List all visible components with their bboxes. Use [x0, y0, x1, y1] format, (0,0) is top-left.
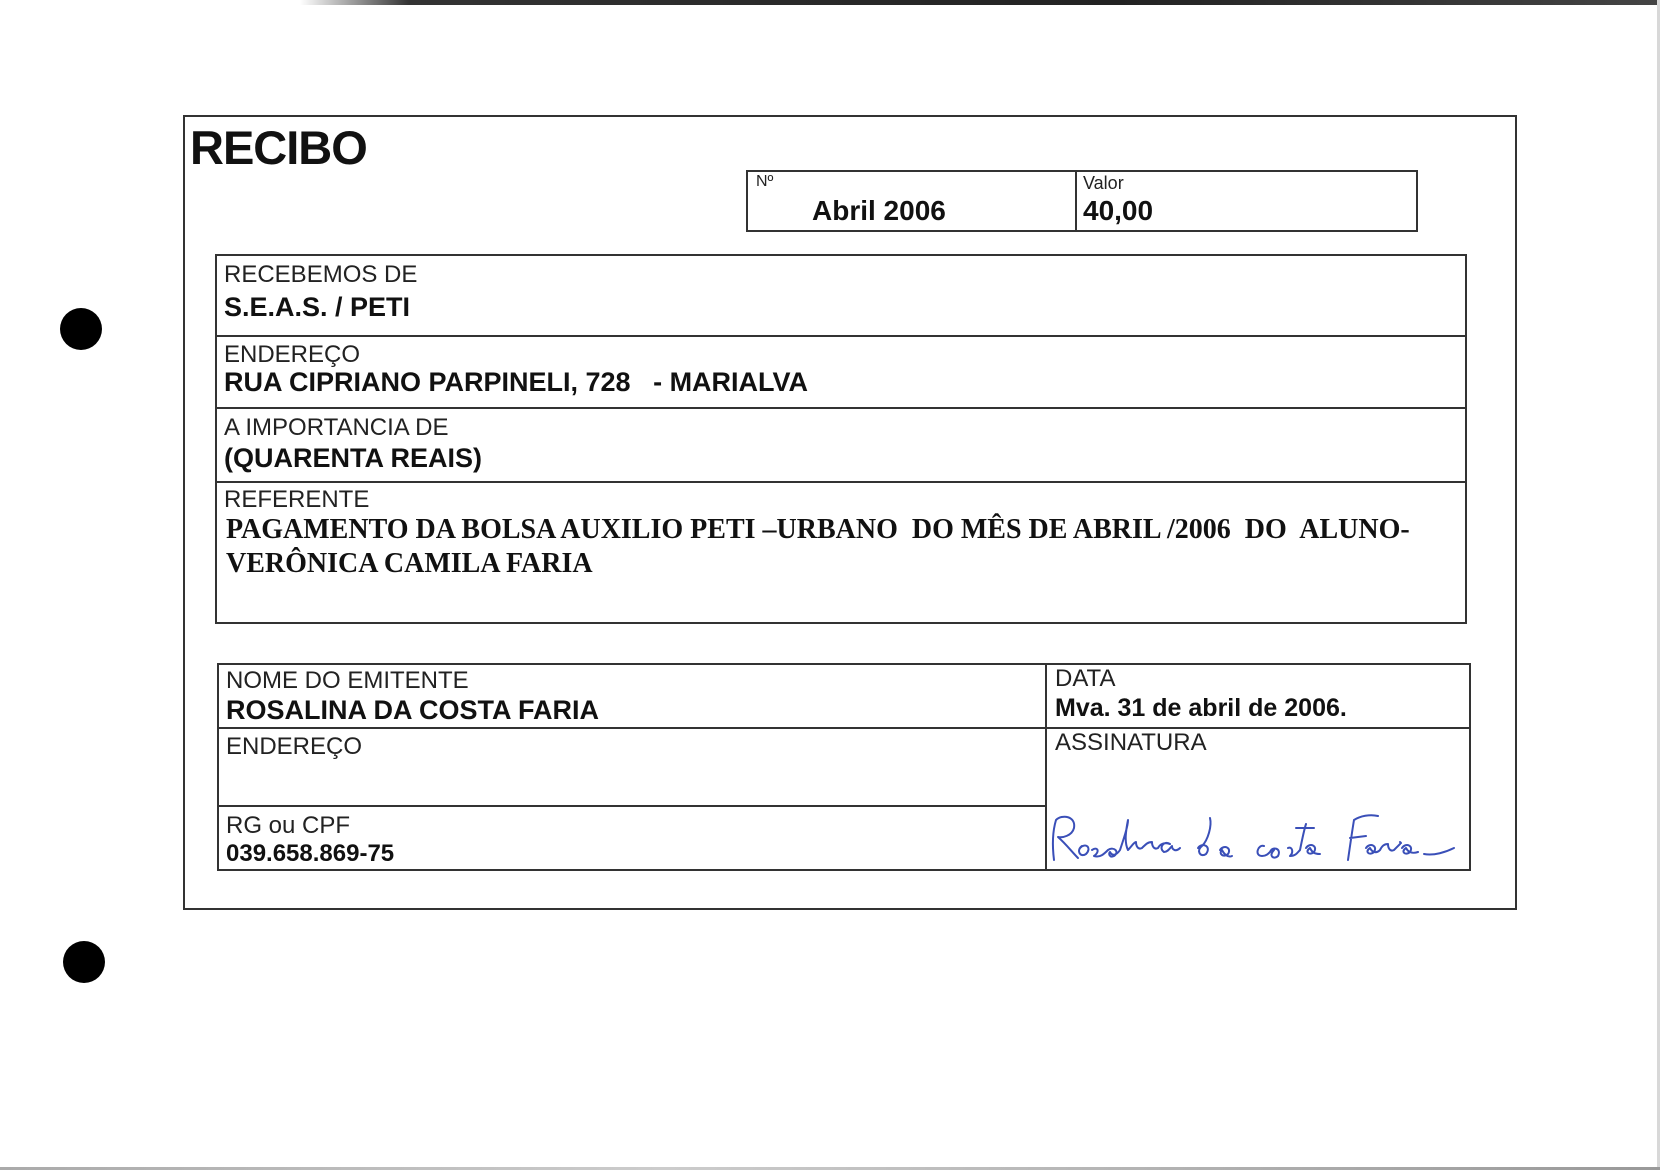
numero-valor-divider: [1075, 170, 1077, 232]
referente-label: REFERENTE: [224, 486, 370, 513]
importancia-value: (QUARENTA REAIS): [224, 443, 482, 473]
scan-edge-top: [300, 0, 1660, 5]
receipt-title: RECIBO: [190, 121, 367, 174]
data-label: DATA: [1055, 665, 1116, 692]
data-value: Mva. 31 de abril de 2006.: [1055, 694, 1347, 722]
emitente-nome-value: ROSALINA DA COSTA FARIA: [226, 695, 599, 725]
endereco-pagador-label: ENDEREÇO: [224, 341, 361, 368]
punch-hole-bottom: [63, 941, 105, 983]
payer-divider-3: [215, 481, 1467, 483]
emitente-column-divider: [1045, 663, 1047, 871]
numero-value: Abril 2006: [812, 195, 946, 226]
rg-cpf-label: RG ou CPF: [226, 812, 351, 839]
endereco-pagador-value: RUA CIPRIANO PARPINELI, 728 - MARIALVA: [224, 367, 809, 397]
recebemos-label: RECEBEMOS DE: [224, 261, 418, 288]
recebemos-value: S.E.A.S. / PETI: [224, 292, 411, 322]
referente-line-2: VERÔNICA CAMILA FARIA: [226, 548, 593, 579]
rg-cpf-value: 039.658.869-75: [226, 840, 395, 867]
punch-hole-top: [60, 308, 102, 350]
handwritten-signature: [1048, 808, 1468, 870]
referente-line-1: PAGAMENTO DA BOLSA AUXILIO PETI –URBANO DO MÊS DE ABRIL /2006 DO ALUNO-: [226, 514, 1410, 545]
valor-label: Valor: [1083, 173, 1124, 193]
assinatura-label: ASSINATURA: [1055, 729, 1207, 756]
payer-divider-2: [215, 407, 1467, 409]
emitente-endereco-label: ENDEREÇO: [226, 733, 363, 760]
emitente-divider-1: [217, 727, 1471, 729]
payer-divider-1: [215, 335, 1467, 337]
emitente-nome-label: NOME DO EMITENTE: [226, 667, 469, 694]
numero-label: Nº: [756, 173, 774, 190]
valor-value: 40,00: [1083, 195, 1154, 226]
importancia-label: A IMPORTANCIA DE: [224, 414, 449, 441]
emitente-divider-2: [217, 805, 1046, 807]
